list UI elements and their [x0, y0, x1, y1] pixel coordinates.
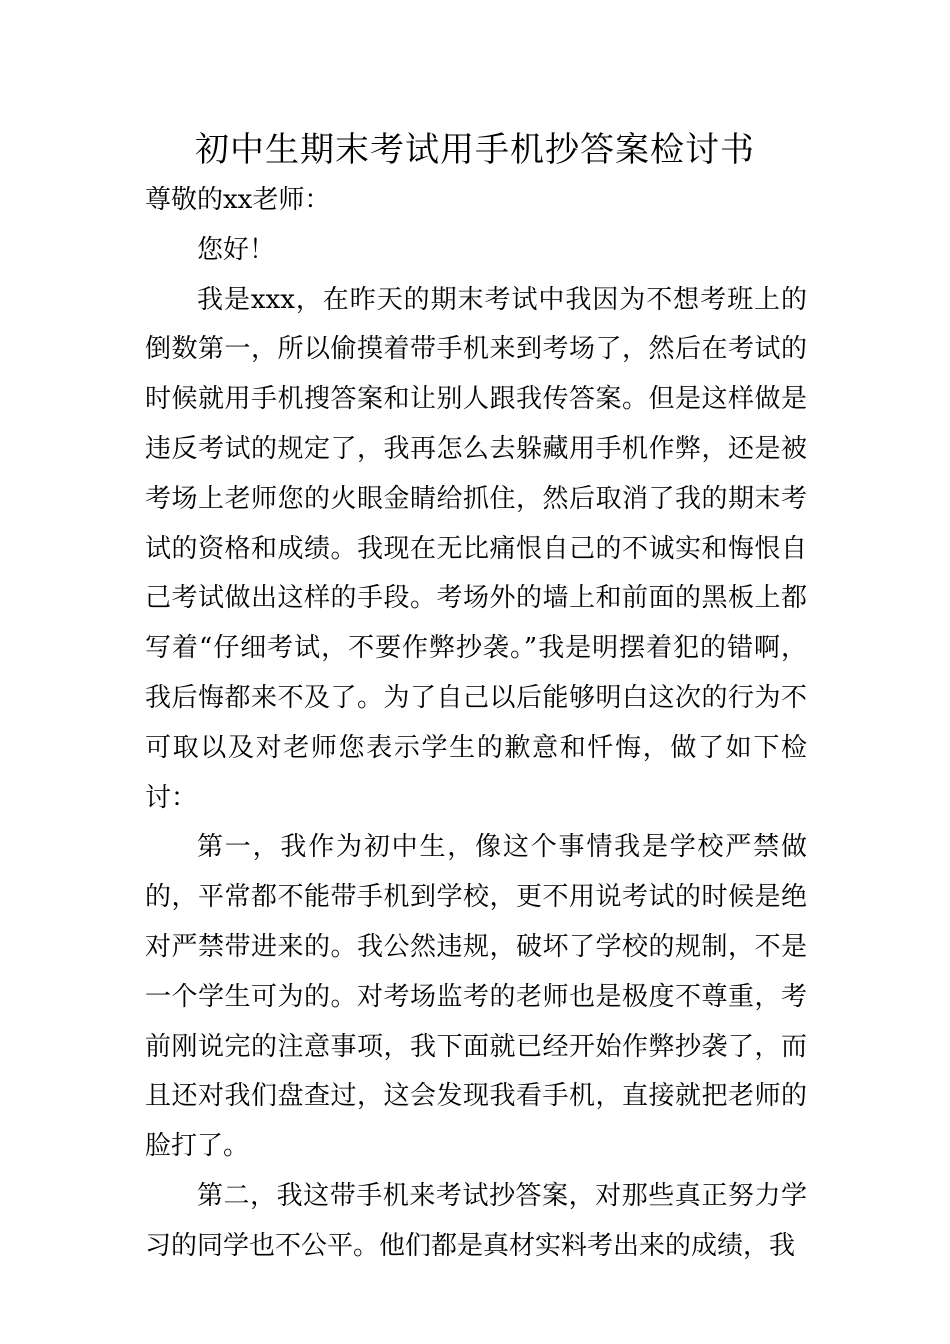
salutation: 尊敬的xx老师：: [145, 185, 331, 215]
document-title: 初中生期末考试用手机抄答案检讨书: [195, 130, 755, 170]
paragraph-2: 第一，我作为初中生，像这个事情我是学校严禁做的，平常都不能带手机到学校，更不用说考试的时候是绝对严禁带进来的。我公然违规，破坏了学校的规制，不是一个学生可为的。对考场监考的老师也是极度不尊重，考前刚说完的注意事项，我下面就已经开始作弊抄袭了，而且还对我们盘查过，这会发现我看手机，直接就把老师的脸打了。: [145, 832, 807, 1162]
greeting: 您好！: [197, 234, 276, 265]
document-body: [145, 176, 807, 1272]
paragraph-3: 第二，我这带手机来考试抄答案，对那些真正努力学习的同学也不公平。他们都是真材实料考出来的成绩，我: [145, 1180, 807, 1261]
paragraph-1: 我是xxx，在昨天的期末考试中我因为不想考班上的倒数第一，所以偷摸着带手机来到考场了，然后在考试的时候就用手机搜答案和让别人跟我传答案。但是这样做是违反考试的规定了，我再怎么去躲藏用手机作弊，还是被考场上老师您的火眼金睛给抓住，然后取消了我的期末考试的资格和成绩。我现在无比痛恨自己的不诚实和悔恨自己考试做出这样的手段。考场外的墙上和前面的黑板上都写着“仔细考试，不要作弊抄袭。”我是明摆着犯的错啊，我后悔都来不及了。为了自己以后能够明白这次的行为不可取以及对老师您表示学生的歉意和忏悔，做了如下检讨：: [145, 284, 807, 813]
